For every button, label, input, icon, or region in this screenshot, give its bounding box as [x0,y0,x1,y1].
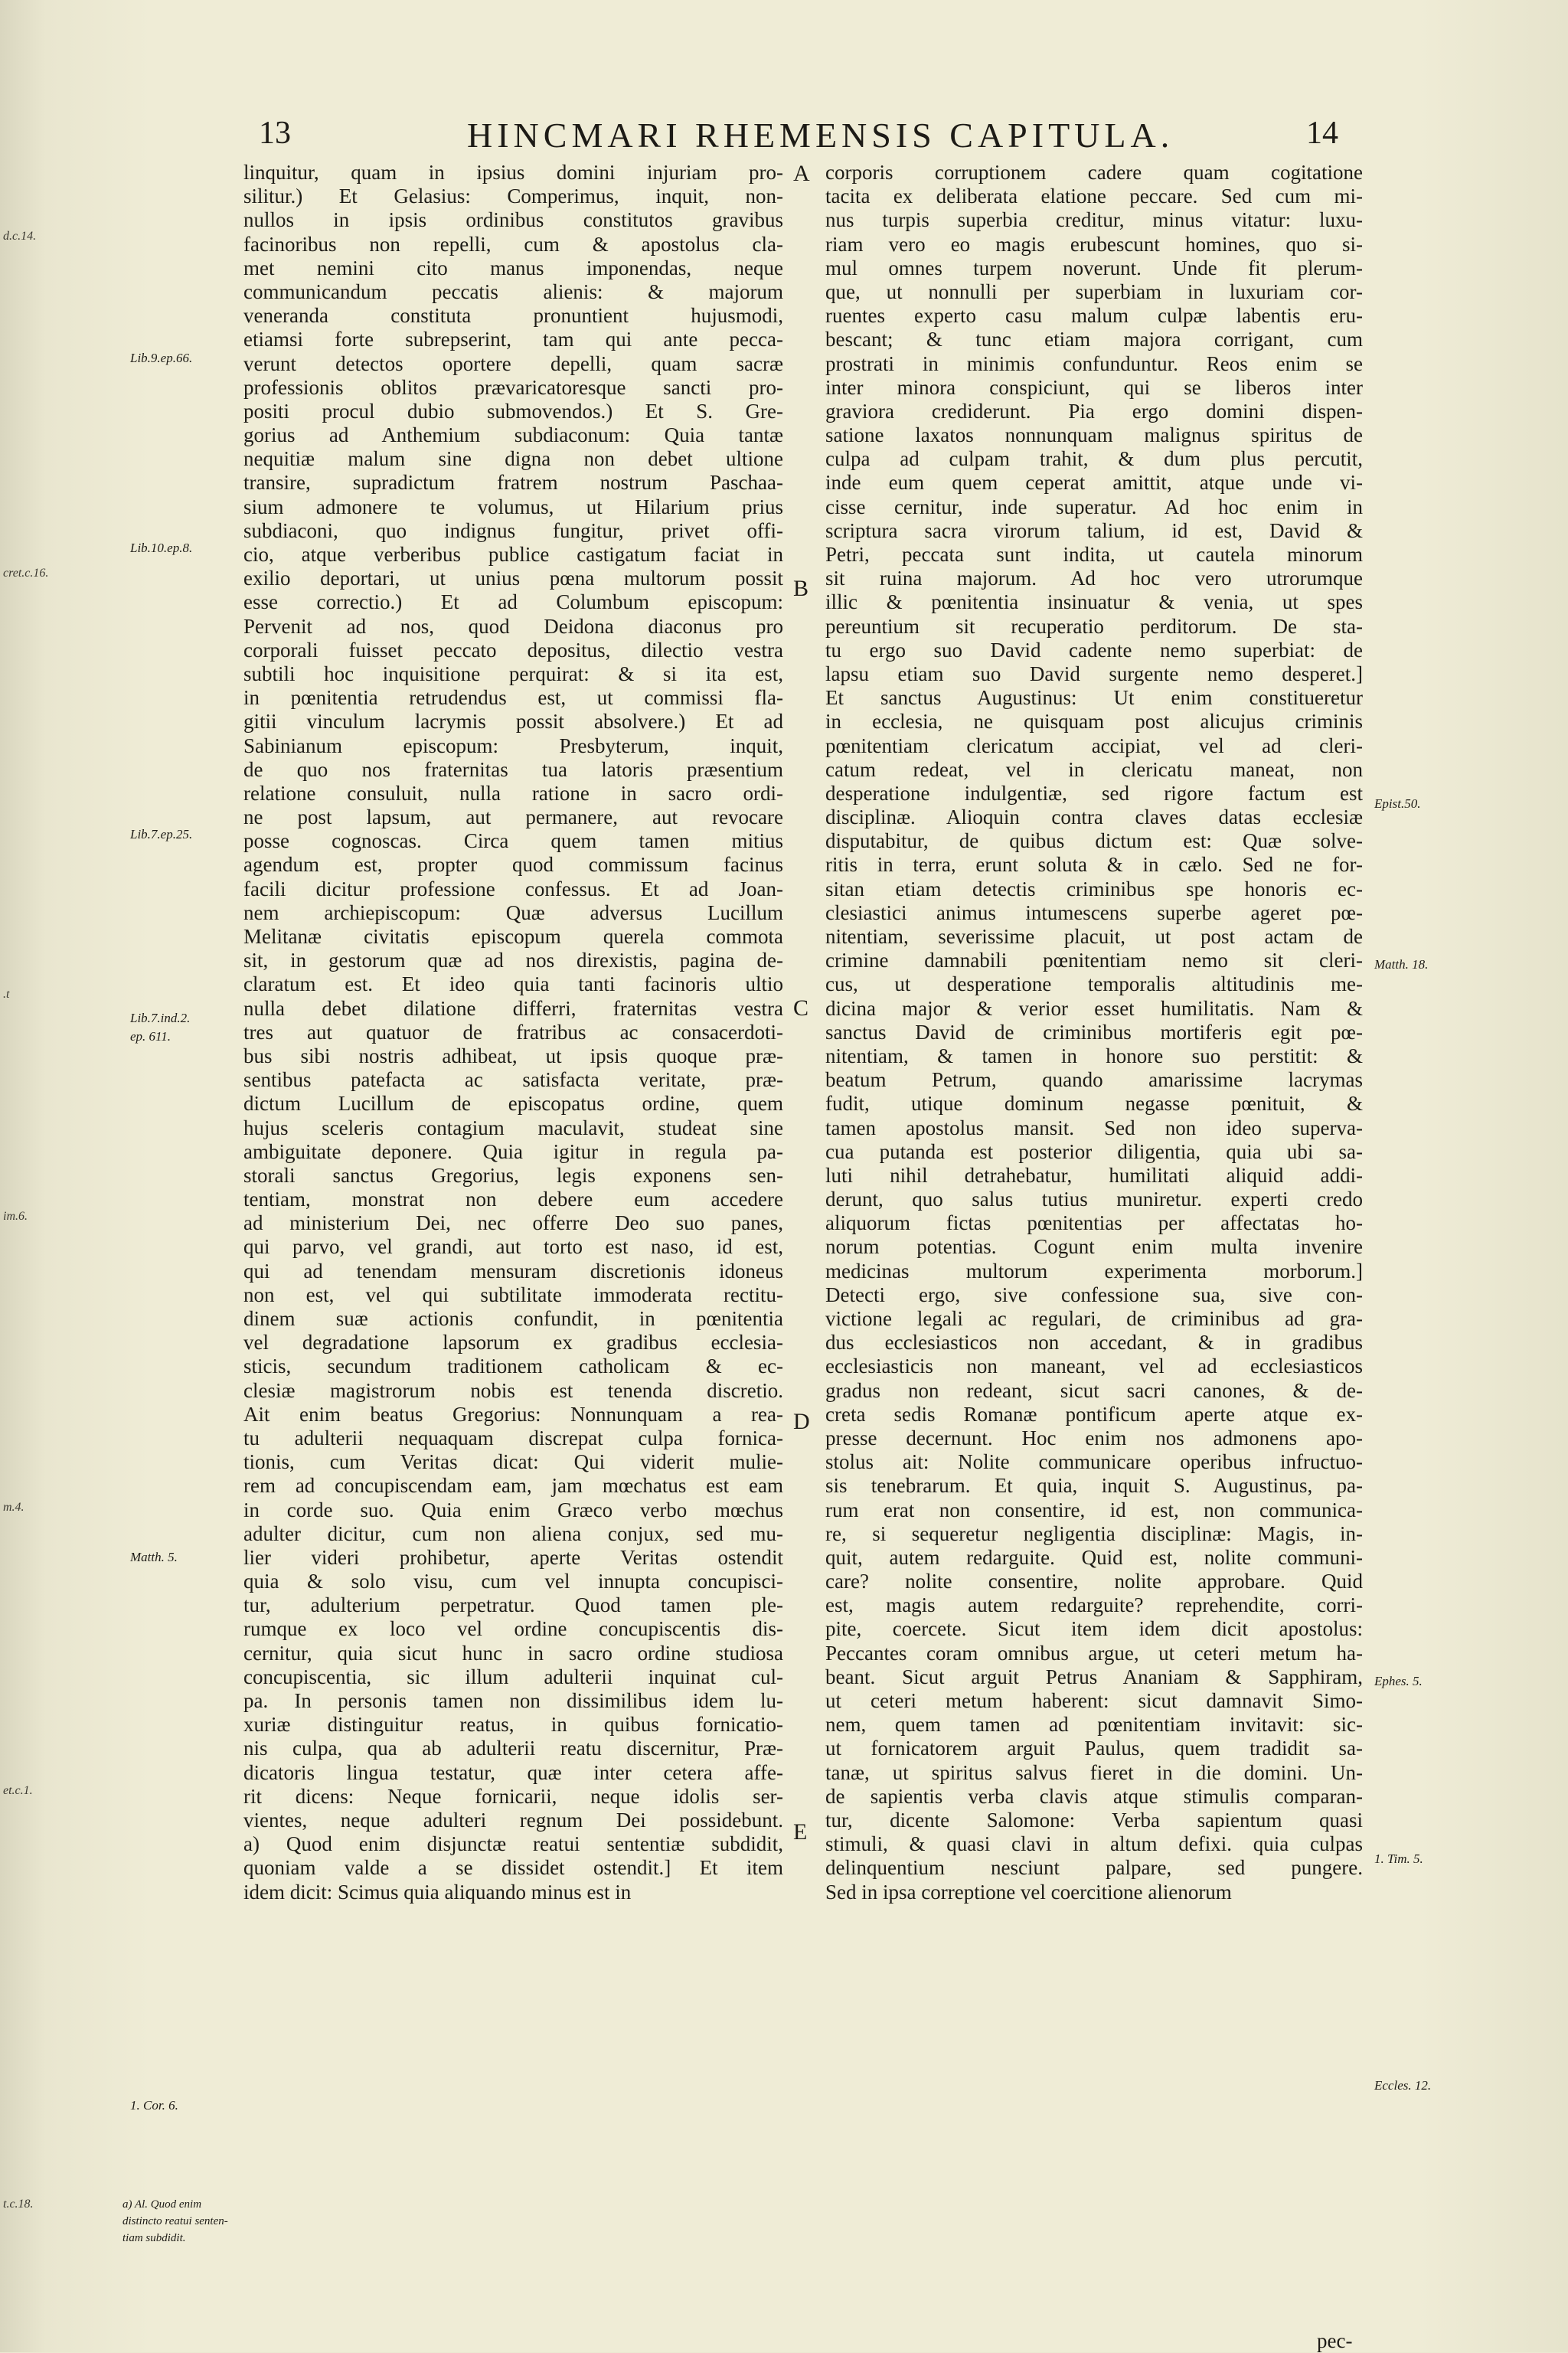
text-line: sit, in gestorum quæ ad nos direxistis, pagina de- [243,949,783,972]
text-line: bescant; & tunc etiam majora corrigant, cum [825,328,1363,351]
text-line: a) Quod enim disjunctæ reatui sententiæ subdidit, [243,1832,783,1856]
text-line: nequitiæ malum sine digna non debet ultione [243,447,783,471]
margin-note: E [793,1819,808,1845]
text-line: relatione consuluit, nulla ratione in sacro ordi- [243,781,783,805]
text-line: graviora crediderunt. Pia ergo domini dispen- [825,399,1363,423]
text-line: sticis, secundum traditionem catholicam & ec- [243,1355,783,1378]
text-line: veneranda constituta pronuntient hujusmodi, [243,304,783,328]
margin-note: Lib.7.ind.2. [130,1011,191,1025]
text-line: ne post lapsum, aut permanere, aut revocare [243,806,783,829]
text-line: desperatione indulgentiæ, sed rigore factum est [825,781,1363,805]
text-line: lapsu etiam suo David surgente nemo desperet.] [825,662,1363,685]
text-line: professionis oblitos prævaricatoresque sancti pro- [243,375,783,399]
text-line: dicatoris lingua testatur, quæ inter cetera affe- [243,1760,783,1784]
margin-note: C [793,995,809,1021]
text-line: riam vero eo magis erubescunt homines, quo si- [825,232,1363,256]
text-line: claratum est. Et ideo quia tanti facinoris ultio [243,972,783,996]
text-line: sitan etiam detectis criminibus spe honoris ec- [825,877,1363,900]
text-line: nem, quem tamen ad pœnitentiam invitavit: sic- [825,1713,1363,1737]
text-line: rit dicens: Neque fornicarii, neque idolis ser- [243,1784,783,1808]
text-line: rem ad concupiscendam eam, jam mœchatus est eam [243,1474,783,1498]
text-line: stimuli, & quasi clavi in altum defixi. quia culpas [825,1832,1363,1856]
text-line: cus, ut desperatione temporalis altitudinis me- [825,972,1363,996]
text-line: Petri, peccata sunt indita, ut cautela minorum [825,543,1363,566]
text-line: ambiguitate deponere. Quia igitur in regula pa- [243,1139,783,1163]
text-line: fudit, utique dominum negasse pœnituit, & [825,1092,1363,1116]
text-line: subdiaconi, quo indignus fungitur, privet offi- [243,518,783,542]
margin-note: m.4. [3,1501,24,1514]
text-line: tres aut quatuor de fratribus ac consacerdoti- [243,1020,783,1044]
text-line: in corde suo. Quia enim Græco verbo mœchus [243,1498,783,1521]
text-line: victione legali ac regulari, de criminibus ad gra- [825,1307,1363,1330]
text-line: est, magis autem redarguite? reprehendite, corri- [825,1593,1363,1617]
text-line: linquitur, quam in ipsius domini injuriam pro- [243,161,783,184]
text-line: delinquentium nesciunt palpare, sed pungere. [825,1856,1363,1880]
text-line: catum redeat, vel in clericatu maneat, non [825,757,1363,781]
text-line: Detecti ergo, sive confessione sua, sive con- [825,1283,1363,1306]
right-page-number: 14 [1306,116,1338,151]
text-line: mul omnes turpem noverunt. Unde fit plerum- [825,256,1363,279]
catchword: pec- [1317,2329,1353,2352]
text-line: communicandum peccatis alienis: & majorum [243,279,783,303]
text-line: gitii vinculum lacrymis possit absolvere.) Et ad [243,710,783,734]
text-line: transire, supradictum fratrem nostrum Paschaa- [243,471,783,495]
text-line: derunt, quo salus tutius muniretur. experti credo [825,1188,1363,1211]
adjacent-page-strip [0,0,84,2352]
text-line: sentibus patefacta ac satisfacta veritate, præ- [243,1068,783,1092]
margin-note: Matth. 18. [1374,957,1429,972]
text-line: Sabinianum episcopum: Presbyterum, inquit, [243,734,783,757]
text-line: Ait enim beatus Gregorius: Nonnunquam a rea- [243,1402,783,1426]
right-text-column [825,161,1363,1904]
text-line: facinoribus non repelli, cum & apostolus cla- [243,232,783,256]
margin-note: Eccles. 12. [1374,2078,1432,2093]
text-line: esse correctio.) Et ad Columbum episcopum: [243,590,783,614]
text-line: silitur.) Et Gelasius: Comperimus, inquit, non- [243,185,783,208]
margin-note: d.c.14. [3,230,37,243]
text-line: tur, dicente Salomone: Verba sapientum quasi [825,1808,1363,1832]
text-line: nulla debet dilatione differri, fraternitas vestra [243,996,783,1020]
text-line: crimine damnabili pœnitentiam nemo sit cleri- [825,949,1363,972]
left-page-number: 13 [259,116,291,151]
text-line: Melitanæ civitatis episcopum querela commota [243,925,783,948]
margin-note: t.c.18. [3,2198,34,2211]
text-line: etiamsi forte subrepserint, tam qui ante pecca- [243,328,783,351]
text-line: qui ad tenendam mensuram discretionis idoneus [243,1259,783,1283]
text-line: presse decernunt. Hoc enim nos admonens apo- [825,1426,1363,1449]
text-line: tentiam, monstrat non debere eum accedere [243,1188,783,1211]
text-line: quoniam valde a se dissidet ostendit.] Et item [243,1856,783,1880]
text-line: idem dicit: Scimus quia aliquando minus est in [243,1880,632,1904]
margin-note: et.c.1. [3,1784,33,1797]
text-line: nus turpis superbia creditur, minus vitatur: luxu- [825,208,1363,232]
text-line: pereuntium sit recuperatio perditorum. De sta- [825,614,1363,638]
running-title: HINCMARI RHEMENSIS CAPITULA. [467,116,1174,155]
text-line: dus ecclesiasticos non accedant, & in gradibus [825,1331,1363,1355]
text-line: creta sedis Romanæ pontificum aperte atque ex- [825,1402,1363,1426]
text-line: cua putanda est posterior diligentia, quia ubi sa- [825,1139,1363,1163]
text-line: concupiscentia, sic illum adulterii inquinat cul- [243,1665,783,1688]
text-line: beatum Petrum, quando amarissime lacrymas [825,1068,1363,1092]
text-line: tur, adulterium perpetratur. Quod tamen ple- [243,1593,783,1617]
margin-note: cret.c.16. [3,567,49,580]
text-line: Et sanctus Augustinus: Ut enim constitueretur [825,686,1363,710]
text-line: stolus ait: Nolite communicare operibus infructuo- [825,1450,1363,1474]
text-line: tanæ, ut spiritus salvus fieret in die domini. Un- [825,1760,1363,1784]
text-line: tionis, cum Veritas dicat: Qui viderit mulie- [243,1450,783,1474]
text-line: scriptura sacra virorum talium, id est, David & [825,518,1363,542]
text-line: inter minora conspiciunt, qui se liberos inter [825,375,1363,399]
margin-note: Ephes. 5. [1374,1674,1423,1688]
margin-note: im.6. [3,1210,28,1223]
text-line: de quo nos fraternitas tua latoris præsentium [243,757,783,781]
margin-note: .t [3,988,10,1001]
margin-note: 1. Tim. 5. [1374,1851,1423,1866]
text-line: care? nolite consentire, nolite approbare. Quid [825,1570,1363,1593]
text-line: nis culpa, qua ab adulterii reatu discernitur, Præ- [243,1737,783,1760]
text-line: corporali fuisset peccato depositus, dilectio vestra [243,638,783,662]
text-line: sit ruina majorum. Ad hoc vero utrorumque [825,567,1363,590]
text-line: que, ut nonnulli per superbiam in luxuriam cor- [825,279,1363,303]
margin-note: 1. Cor. 6. [130,2098,178,2113]
text-line: cio, atque verberibus publice castigatum faciat in [243,543,783,566]
margin-note: D [793,1409,810,1434]
text-line: disciplinæ. Alioquin contra claves datas ecclesiæ [825,806,1363,829]
text-line: prostrati in minimis confunduntur. Reos enim se [825,351,1363,375]
margin-note: Matth. 5. [130,1550,178,1564]
text-line: tamen apostolus mansit. Sed non ideo superva- [825,1116,1363,1139]
text-line: non est, vel qui subtilitate immoderata rectitu- [243,1283,783,1306]
text-line: rum erat non consentire, id est, non communica- [825,1498,1363,1521]
text-line: corporis corruptionem cadere quam cogitatione [825,161,1363,184]
margin-note: B [793,576,809,601]
margin-note: Epist.50. [1374,796,1421,811]
text-line: pœnitentiam clericatum accipiat, vel ad cleri- [825,734,1363,757]
margin-note: ep. 611. [130,1029,172,1044]
text-line: inde eum quem ceperat amittit, atque unde vi- [825,471,1363,495]
text-line: rumque ex loco vel ordine concupiscentis dis- [243,1617,783,1641]
text-line: dicina major & verior esset humilitatis. Nam & [825,996,1363,1020]
text-line: luti nihil detrahebatur, humilitati aliquid addi- [825,1163,1363,1187]
text-line: sanctus David de criminibus mortiferis egit pœ- [825,1020,1363,1044]
text-line: nullos in ipsis ordinibus constitutos gravibus [243,208,783,232]
text-line: hujus sceleris contagium maculavit, studeat sine [243,1116,783,1139]
margin-note: Lib.9.ep.66. [130,351,193,365]
text-line: positi procul dubio submovendos.) Et S. Gre- [243,399,783,423]
text-line: verunt detectos oportere depelli, quam sacræ [243,351,783,375]
text-line: in ecclesia, ne quisquam post alicujus criminis [825,710,1363,734]
text-line: pite, coercete. Sicut item idem dicit apostolus: [825,1617,1363,1641]
text-line: disputabitur, de quibus dictum est: Quæ solve- [825,829,1363,853]
text-line: illic & pœnitentia insinuatur & venia, ut spes [825,590,1363,614]
text-line: clesiæ magistrorum nobis est tenenda discretio. [243,1378,783,1402]
text-line: dictum Lucillum de episcopatus ordine, quem [243,1092,783,1116]
text-line: agendum est, propter quod commissum facinus [243,853,783,877]
text-line: nitentiam, severissime placuit, ut post actam de [825,925,1363,948]
text-line: Sed in ipsa correptione vel coercitione alienorum [825,1880,1232,1904]
text-line: lier videri prohibetur, aperte Veritas ostendit [243,1545,783,1569]
margin-note: A [793,161,810,186]
text-line: qui parvo, vel grandi, aut torto est naso, id est, [243,1235,783,1259]
text-line: culpa ad culpam trahit, & dum plus percutit, [825,447,1363,471]
text-line: met nemini cito manus imponendas, neque [243,256,783,279]
text-line: beant. Sicut arguit Petrus Ananiam & Sapphiram, [825,1665,1363,1688]
text-line: ut ceteri metum haberent: sicut damnavit Simo- [825,1689,1363,1712]
text-line: ruentes experto casu malum culpæ labentis eru- [825,304,1363,328]
margin-note: Lib.7.ep.25. [130,827,193,842]
text-line: clesiastici animus intumescens superbe ageret pœ- [825,900,1363,924]
text-line: quit, autem redarguite. Quid est, nolite communi- [825,1545,1363,1569]
text-line: cisse cernitur, inde superatur. Ad hoc enim in [825,495,1363,518]
text-line: storali sanctus Gregorius, legis exponens sen- [243,1163,783,1187]
text-line: satione laxatos nonnunquam malignus spiritus de [825,423,1363,447]
text-line: vel degradatione lapsorum ex gradibus ecclesia- [243,1331,783,1355]
text-line: nem archiepiscopum: Quæ adversus Lucillum [243,900,783,924]
text-line: norum potentias. Cogunt enim multa invenire [825,1235,1363,1259]
text-line: nitentiam, & tamen in honore suo perstitit: & [825,1044,1363,1067]
text-line: Pervenit ad nos, quod Deidona diaconus pro [243,614,783,638]
text-line: exilio deportari, ut unius pœna multorum possit [243,567,783,590]
text-line: gorius ad Anthemium subdiaconum: Quia tantæ [243,423,783,447]
text-line: ecclesiasticis non maneant, vel ad ecclesiasticos [825,1355,1363,1378]
text-line: medicinas multorum experimenta morborum.] [825,1259,1363,1283]
text-line: pa. In personis tamen non dissimilibus idem lu- [243,1689,783,1712]
text-line: cernitur, quia sicut hunc in sacro ordine studiosa [243,1641,783,1665]
text-line: quia & solo visu, cum vel innupta concupisci- [243,1570,783,1593]
text-line: xuriæ distinguitur reatus, in quibus fornicatio- [243,1713,783,1737]
text-line: subtili hoc inquisitione perquirat: & si ita est, [243,662,783,685]
text-line: tacita ex deliberata elatione peccare. Sed cum mi- [825,185,1363,208]
text-line: ad ministerium Dei, nec offerre Deo suo panes, [243,1211,783,1235]
footnote: a) Al. Quod enim distincto reatui senten-tiam subdidit. [122,2198,228,2244]
text-line: bus sibi nostris adhibeat, ut ipsis quoque præ- [243,1044,783,1067]
left-text-column [243,161,783,1904]
text-line: ritis in terra, erunt soluta & in cælo. Sed ne for- [825,853,1363,877]
text-line: re, si sequeretur negligentia disciplinæ: Magis, in- [825,1521,1363,1545]
text-line: vientes, neque adulteri regnum Dei possidebunt. [243,1808,783,1832]
text-line: de sapientis verba clavis atque stimulis comparan- [825,1784,1363,1808]
text-line: gradus non redeant, sicut sacri canones, & de- [825,1378,1363,1402]
text-line: in pœnitentia retrudendus est, ut commissi fla- [243,686,783,710]
text-line: adulter dicitur, cum non aliena conjux, sed mu- [243,1521,783,1545]
text-line: aliquorum fictas pœnitentias per affectatas ho- [825,1211,1363,1235]
text-line: sis tenebrarum. Et quia, inquit S. Augustinus, pa- [825,1474,1363,1498]
text-line: Peccantes coram omnibus argue, ut ceteri metum ha- [825,1641,1363,1665]
text-line: posse cognoscas. Circa quem tamen mitius [243,829,783,853]
text-line: sium admonere te volumus, ut Hilarium prius [243,495,783,518]
text-line: facili dicitur professione confessus. Et ad Joan- [243,877,783,900]
text-line: tu ergo suo David cadente nemo superbiat: de [825,638,1363,662]
margin-note: Lib.10.ep.8. [130,541,193,555]
text-line: ut fornicatorem arguit Paulus, quem tradidit sa- [825,1737,1363,1760]
text-line: tu adulterii nequaquam discrepat culpa fornica- [243,1426,783,1449]
text-line: dinem suæ actionis confundit, in pœnitentia [243,1307,783,1330]
